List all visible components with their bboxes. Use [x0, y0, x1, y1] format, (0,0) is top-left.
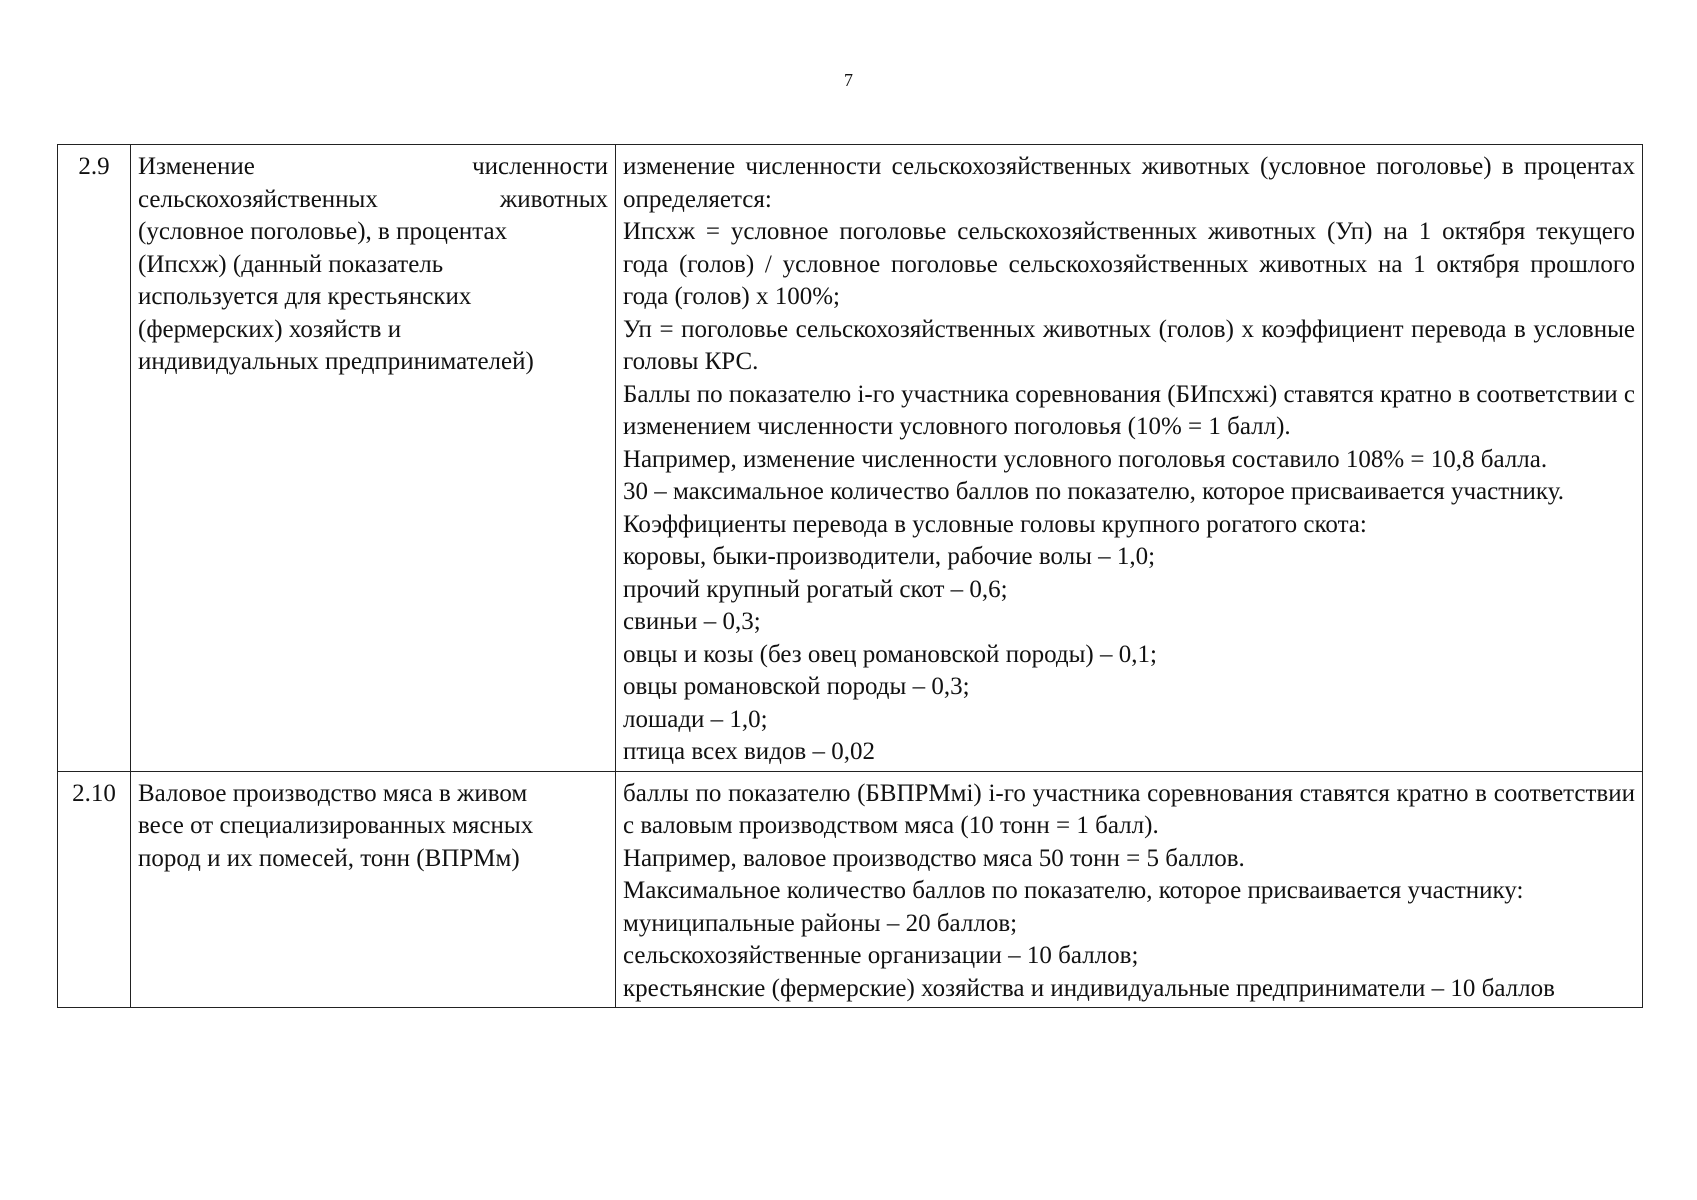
- indicator-line: Валовое производство мяса в живом: [138, 779, 528, 807]
- indicator-line: используется для крестьянских: [138, 283, 472, 310]
- description-paragraph: прочий крупный рогатый скот – 0,6;: [623, 575, 1008, 603]
- indicator-cell: [131, 771, 616, 1008]
- indicator-line: весе от специализированных мясных: [138, 812, 534, 839]
- row-number: 2.10: [58, 771, 131, 1008]
- description-paragraph: лошади – 1,0;: [623, 705, 768, 733]
- description-paragraph: Ипсхж = условное поголовье сельскохозяйственных животных (Уп) на 1 октября текущего года (голов) / условное поголовье сельскохозяйственных животных на 1 октября прошлого года (голов) х 100%;: [623, 218, 1635, 310]
- indicator-line: (условное поголовье), в процентах: [138, 218, 508, 245]
- description-paragraph: крестьянские (фермерские) хозяйства и индивидуальные предприниматели – 10 баллов: [623, 974, 1555, 1002]
- indicator-cell: [131, 145, 616, 772]
- criteria-table: [57, 144, 1643, 1008]
- description-paragraph: Коэффициенты перевода в условные головы крупного рогатого скота:: [623, 510, 1367, 538]
- description-cell: [616, 145, 1643, 772]
- description-paragraph: муниципальные районы – 20 баллов;: [623, 909, 1018, 937]
- indicator-line: сельскохозяйственных животных: [138, 185, 608, 213]
- description-paragraph: Уп = поголовье сельскохозяйственных животных (голов) х коэффициент перевода в условные головы КРС.: [623, 315, 1635, 375]
- row-number: 2.9: [58, 145, 131, 772]
- table-row: [58, 145, 1643, 772]
- indicator-line: пород и их помесей, тонн (ВПРМм): [138, 844, 520, 872]
- indicator-line: Изменение численности: [138, 153, 608, 180]
- page-number: 7: [844, 70, 853, 90]
- description-paragraph: баллы по показателю (БВПРМмi) i-го участника соревнования ставятся кратно в соответствии с валовым производством мяса (10 тонн = 1 балл).: [623, 779, 1635, 839]
- description-paragraph: овцы романовской породы – 0,3;: [623, 673, 970, 700]
- description-paragraph: птица всех видов – 0,02: [623, 738, 875, 765]
- indicator-line: (Ипсхж) (данный показатель: [138, 250, 444, 278]
- description-paragraph: овцы и козы (без овец романовской породы) – 0,1;: [623, 640, 1157, 668]
- description-paragraph: сельскохозяйственные организации – 10 баллов;: [623, 942, 1139, 969]
- description-cell: [616, 771, 1643, 1008]
- description-paragraph: 30 – максимальное количество баллов по показателю, которое присваивается участнику.: [623, 478, 1564, 505]
- indicator-line: (фермерских) хозяйств и: [138, 315, 402, 343]
- description-paragraph: Например, изменение численности условного поголовья составило 108% = 10,8 балла.: [623, 445, 1548, 473]
- description-paragraph: коровы, быки-производители, рабочие волы – 1,0;: [623, 543, 1156, 570]
- description-paragraph: Максимальное количество баллов по показателю, которое присваивается участнику:: [623, 877, 1524, 904]
- indicator-line: индивидуальных предпринимателей): [138, 348, 534, 375]
- description-paragraph: свиньи – 0,3;: [623, 608, 761, 635]
- description-paragraph: Например, валовое производство мяса 50 тонн = 5 баллов.: [623, 844, 1245, 872]
- description-paragraph: Баллы по показателю i-го участника соревнования (БИпсхжi) ставятся кратно в соответствии с изменением численности условного поголовья (10% = 1 балл).: [623, 380, 1635, 440]
- table-body: [58, 145, 1643, 1008]
- table-row: [58, 771, 1643, 1008]
- description-paragraph: изменение численности сельскохозяйственных животных (условное поголовье) в процентах определяется:: [623, 153, 1635, 213]
